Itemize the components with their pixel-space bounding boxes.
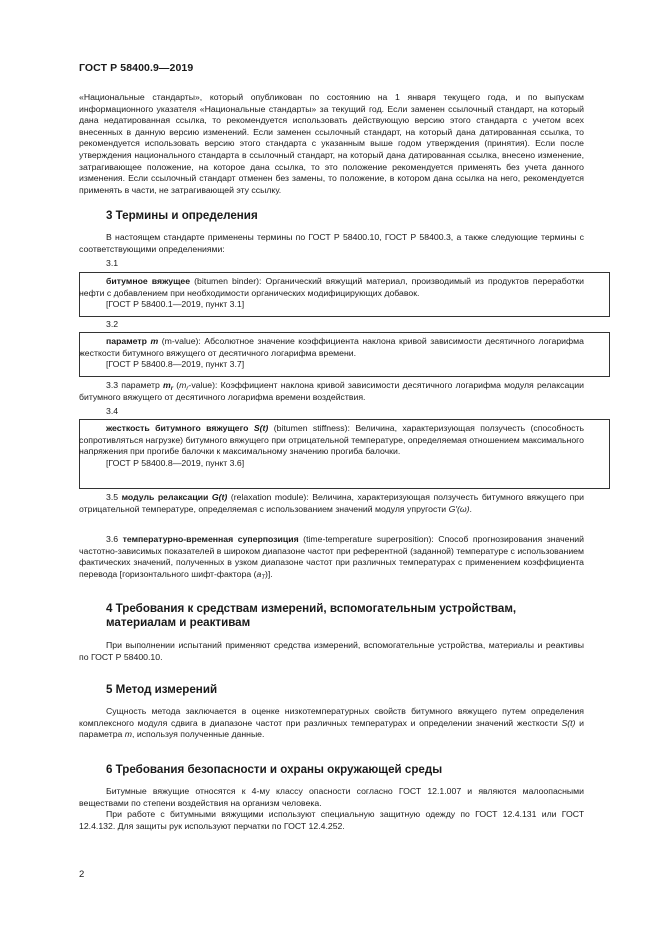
term-3-1-number: 3.1 [106,258,119,268]
term-3-2 [79,336,584,371]
term-3-2-definition: (m-value): Абсолютное значение коэффициента наклона кривой зависимости десятичного логарифма жесткости битумного вяжущего от десятичного логарифма времени. [79,336,584,358]
term-3-4 [79,423,584,469]
section-5-text-c: , используя полученные данные. [132,729,265,740]
term-3-5-symbol: G(t) [211,492,228,502]
term-3-6-sub: T [261,574,265,581]
section-4-title: 4 Требования к средствам измерений, вспомогательным устройствам, материалам и реактивам [106,602,517,629]
term-3-6-lead: 3.6 [106,534,123,544]
term-3-5-definition: (relaxation module): Величина, характеризующая ползучесть битумного вяжущего при отрицательной температуре, определяемая с использованием значений модуля упругости [79,492,584,514]
term-3-5-term: модуль релаксации [121,492,209,502]
term-3-6-symbol: a [256,568,262,579]
section-4-body [79,640,584,663]
term-3-2-symbol: m [150,336,159,346]
page-number: 2 [79,869,85,880]
term-3-3-paren: ( [173,380,180,390]
term-3-3-symbol-2: m [179,380,187,390]
section-5-text-b: и параметра [79,717,584,740]
term-3-3-sub: r [170,386,174,392]
section-6-body [79,786,584,832]
term-3-3-definition: -value): Коэффициент наклона кривой зависимости десятичного логарифма модуля релаксации битумного вяжущего от десятичного логарифма времени воздействия. [79,380,584,402]
term-3-2-reference: [ГОСТ Р 58400.8—2019, пункт 3.7] [106,359,245,370]
term-3-2-number: 3.2 [106,319,119,329]
section-4-text: При выполнении испытаний применяют средства измерений, вспомогательные устройства, материалы и реактивы по ГОСТ Р 58400.10. [79,640,584,662]
term-3-4-term: жесткость битумного вяжущего [106,423,249,433]
term-3-1-reference: [ГОСТ Р 58400.1—2019, пункт 3.1] [106,299,245,310]
term-3-1 [79,276,584,311]
term-3-6 [79,534,584,580]
term-3-3-lead: 3.3 параметр [106,380,163,390]
term-3-5 [79,492,584,515]
section-5-body [79,706,584,741]
term-3-4-number: 3.4 [106,406,119,416]
term-3-1-term: битумное вяжущее [106,276,191,286]
document-header: ГОСТ Р 58400.9—2019 [79,62,194,74]
section-6-paragraph-1: Битумные вяжущие относятся к 4-му классу опасности согласно ГОСТ 12.1.007 и являются малоопасными веществами по степени воздействия на организм человека. [79,786,584,808]
term-3-6-definition: (time-temperature superposition): Способ прогнозирования значений частотно-зависимых показателей в широком диапазоне частот при референтной (заданной) температуре с использованием фактических значений, полученных в узком диапазоне частот при различных температурах с применением коэффициента перевода [горизонтального шифт-фактора ( [79,534,584,579]
term-3-5-tail: . [469,503,472,514]
term-3-4-reference: [ГОСТ Р 58400.8—2019, пункт 3.6] [106,457,245,468]
term-3-6-tail: )]. [264,568,273,579]
section-3-title: 3 Термины и определения [106,209,258,222]
term-3-4-symbol: S(t) [253,423,269,433]
section-3-intro [79,232,584,255]
section-6-paragraph-2: При работе с битумными вяжущими используют специальную защитную одежду по ГОСТ 12.4.131 или ГОСТ 12.4.132. Для защиты рук используют перчатки по ГОСТ 12.4.252. [79,809,584,831]
section-5-title: 5 Метод измерений [106,683,218,696]
term-3-4-definition: (bitumen stiffness): Величина, характеризующая ползучесть (способность сопротивляться нагрузке) битумного вяжущего при отрицательной температуре, определяемая отношением максимального напряжения при прогибе балочки к максимальному значению прогиба балочки. [79,423,584,457]
section-6-title: 6 Требования безопасности и охраны окружающей среды [106,763,443,776]
section-5-symbol-b: m [124,729,133,740]
term-3-3-symbol: m [163,380,171,390]
section-3-intro-text: В настоящем стандарте применены термины по ГОСТ Р 58400.10, ГОСТ Р 58400.3, а также следующие термины с соответствующими определениями: [79,232,584,254]
intro-text: «Национальные стандарты», который опубликован по состоянию на 1 января текущего года, и по выпускам информационного указателя «Национальные стандарты» за текущий год. Если заменен ссылочный стандарт, на который дана недатированная ссылка, то рекомендуется использовать действующую версию этого стандарта с учетом всех внесенных в данную версию изменений. Если заменен ссылочный стандарт, на который дана датированная ссылка, то рекомендуется использовать версию этого стандарта с указанным выше годом утверждения (принятия). Если после утверждения национального стандарта в ссылочный стандарт, на который дана датированная ссылка, внесено изменение, затрагивающее положение, на которое дана ссылка, то это положение рекомендуется применять без учета данного изменения. Если ссылочный стандарт отменен без замены, то положение, в котором дана ссылка на него, рекомендуется применять в части, не затрагивающей эту ссылку. [79,92,584,195]
term-3-3 [79,380,584,403]
term-3-5-lead: 3.5 [106,492,122,502]
term-3-5-symbol-2: G′(ω) [448,503,470,514]
section-5-text-a: Сущность метода заключается в оценке низкотемпературных свойств битумного вяжущего путем определения комплексного модуля сдвига в диапазоне частот при различных температурах и определении значений жесткости [79,706,584,728]
term-3-6-term: температурно-временная суперпозиция [122,534,299,544]
section-5-symbol-a: S(t) [561,717,576,728]
intro-paragraph [79,92,584,196]
term-3-2-term: параметр [106,336,147,346]
term-3-3-sub-2: r [186,386,189,392]
term-3-1-definition: (bitumen binder): Органический вяжущий материал, производимый из продуктов переработки нефти с добавлением при необходимости органических модифицирующих добавок. [79,276,584,298]
